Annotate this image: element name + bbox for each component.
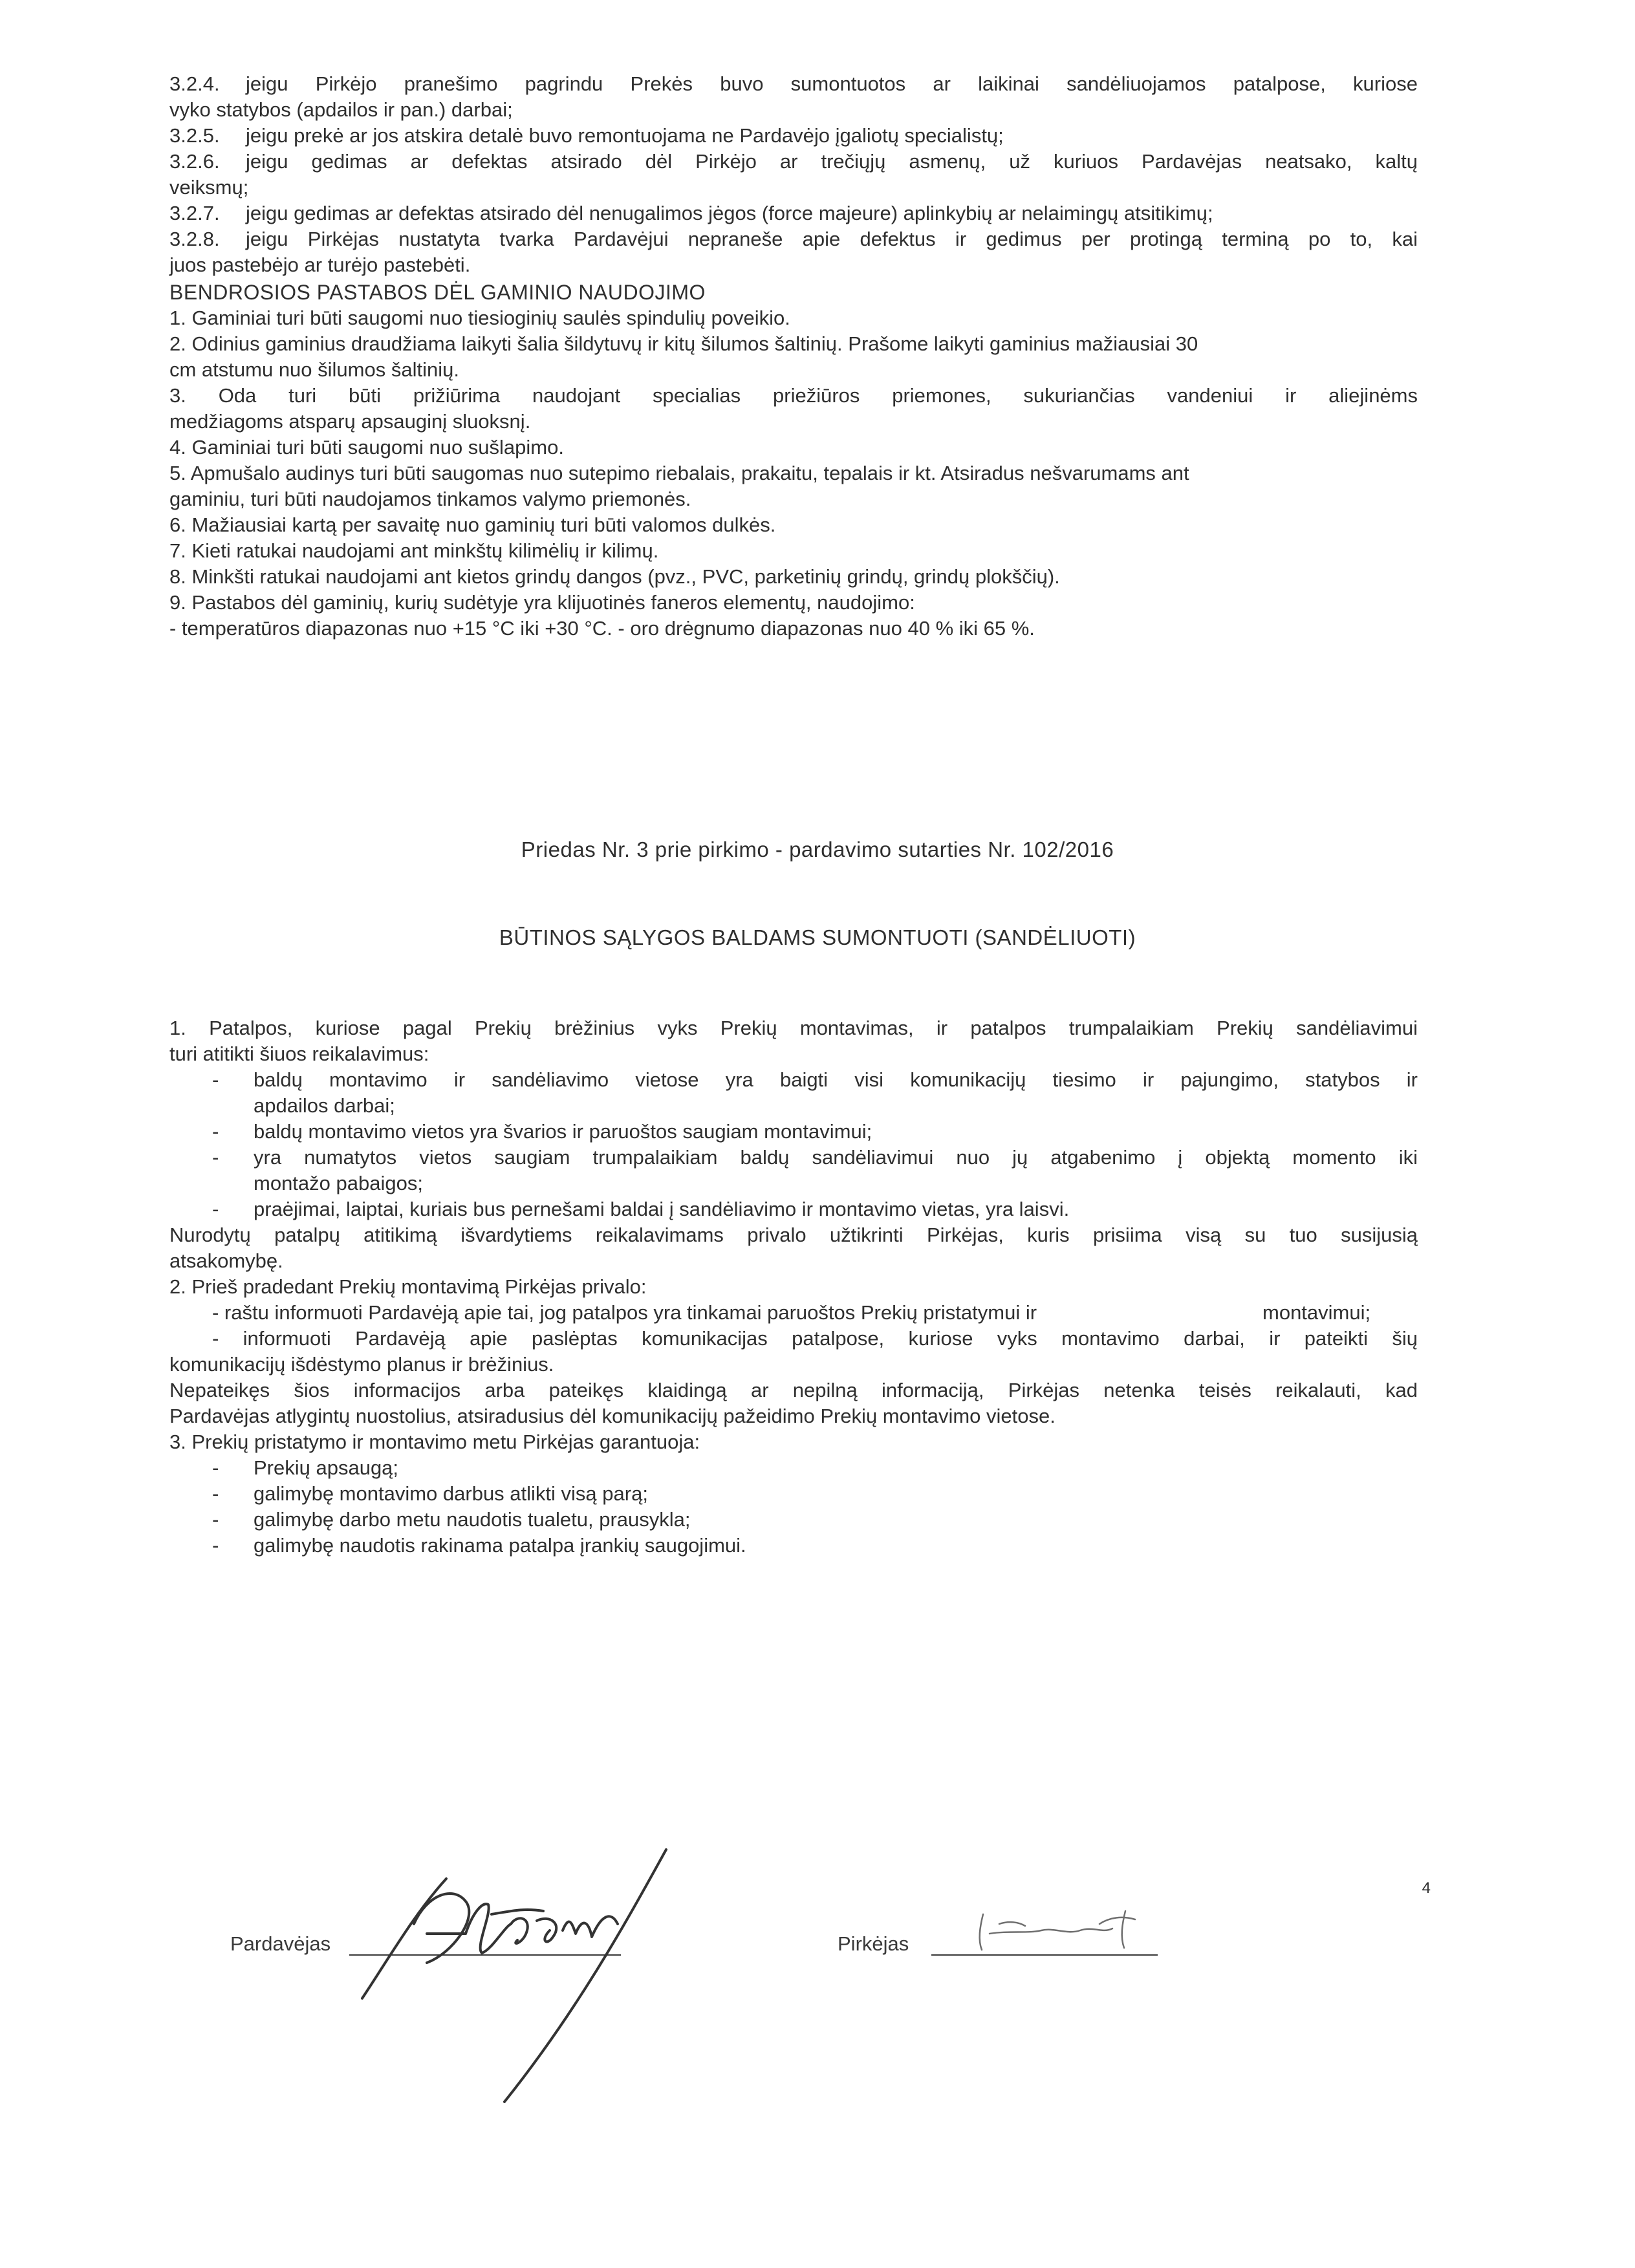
annex-subtitle: BŪTINOS SĄLYGOS BALDAMS SUMONTUOTI (SANDĖLIUOTI) <box>499 925 1136 949</box>
note-line: 7. Kieti ratukai naudojami ant minkštų kilimėlių ir kilimų. <box>169 539 659 562</box>
bullet-item: - galimybę naudotis rakinama patalpa įrankių saugojimui. <box>212 1534 746 1557</box>
note-line: 9. Pastabos dėl gaminių, kurių sudėtyje yra klijuotinės faneros elementų, naudojimo: <box>169 591 915 614</box>
buyer-signature <box>980 1911 1135 1950</box>
note-line: 6. Mažiausiai kartą per savaitę nuo gaminių turi būti valomos dulkės. <box>169 513 776 536</box>
note-line: 5. Apmušalo audinys turi būti saugomas nuo sutepimo riebalais, prakaitu, tepalais ir kt. Atsiradus nešvarumams ant <box>169 462 1189 484</box>
bullet-item: - praėjimai, laiptai, kuriais bus pernešami baldai į sandėliavimo ir montavimo vietas, yra laisvi. <box>212 1198 1070 1220</box>
note-line: 8. Minkšti ratukai naudojami ant kietos grindų dangos (pvz., PVC, parketinių grindų, grindų plokščių). <box>169 565 1060 588</box>
note-line: 1. Gaminiai turi būti saugomi nuo tiesioginių saulės spindulių poveikio. <box>169 307 790 329</box>
note-line: gaminiu, turi būti naudojamos tinkamos valymo priemonės. <box>169 488 691 510</box>
condition-3: 3. Prekių pristatymo ir montavimo metu Pirkėjas garantuoja: <box>169 1431 700 1453</box>
bullet-item: - yra numatytos vietos saugiam trumpalaikiam baldų sandėliavimui nuo jų atgabenimo į objektą momento iki <box>212 1146 1418 1169</box>
buyer-label: Pirkėjas <box>838 1932 909 1955</box>
seller-signature <box>362 1850 666 2102</box>
annex-title: Priedas Nr. 3 prie pirkimo - pardavimo sutarties Nr. 102/2016 <box>521 837 1114 861</box>
note-line: 3. Oda turi būti prižiūrima naudojant specialias priežiūros priemones, sukuriančias vandeniui ir aliejinėms <box>169 384 1418 407</box>
item-3-2-7: 3.2.7. jeigu gedimas ar defektas atsirado dėl nenugalimos jėgos (force majeure) aplinkybių ar nelaimingų atsitikimų; <box>169 202 1213 224</box>
item-3-2-6: 3.2.6. jeigu gedimas ar defektas atsirado dėl Pirkėjo ar trečiųjų asmenų, už kuriuos Pardavėjas neatsako, kaltų <box>169 150 1418 173</box>
bullet-item: - informuoti Pardavėją apie paslėptas komunikacijas patalpose, kuriose vyks montavimo darbai, ir pateikti šių <box>212 1327 1418 1350</box>
note-line: 2. Odinius gaminius draudžiama laikyti šalia šildytuvų ir kitų šilumos šaltinių. Prašome laikyti gaminius mažiausiai 30 <box>169 332 1198 355</box>
bullet-item: - Prekių apsaugą; <box>212 1456 399 1479</box>
seller-label: Pardavėjas <box>230 1932 331 1955</box>
general-notes-title: BENDROSIOS PASTABOS DĖL GAMINIO NAUDOJIMO <box>169 281 706 304</box>
condition-1: 1. Patalpos, kuriose pagal Prekių brėžinius vyks Prekių montavimas, ir patalpos trumpalaikiam Prekių sandėliavimui <box>169 1017 1418 1039</box>
bullet-item: - galimybę montavimo darbus atlikti visą parą; <box>212 1482 648 1505</box>
item-3-2-5: 3.2.5. jeigu prekė ar jos atskira detalė buvo remontuojama ne Pardavėjo įgaliotų specialistų; <box>169 124 1004 147</box>
note-line: cm atstumu nuo šilumos šaltinių. <box>169 358 459 381</box>
note-line: medžiagoms atsparų apsauginį sluoksnį. <box>169 410 531 433</box>
bullet-item: - raštu informuoti Pardavėją apie tai, jog patalpos yra tinkamai paruoštos Prekių pristatymui ir montavimui; <box>212 1301 1371 1324</box>
installation-conditions: 1. Patalpos, kuriose pagal Prekių brėžinius vyks Prekių montavimas, ir patalpos trumpalaikiam Prekių sandėliavimui turi atitikti šiuos reikalavimus: - baldų montavimo ir sandėliavimo vietose yra baigti visi komunikacijų tiesimo ir pajungimo, statybos ir apdailos darbai; - baldų montavimo vietos yra švarios ir paruoštos saugiam montavimui; - yra numatytos vietos saugiam trumpalaikiam baldų sandėliavimui nuo jų atgabenimo į objektą momento iki montažo pabaigos; - praėjimai, laiptai, kuriais bus pernešami baldai į sandėliavimo ir montavimo vietas, yra laisvi. Nurodytų patalpų atitikimą išvardytiems reikalavimams privalo užtikrinti Pirkėjas, kuris prisiima visą su tuo susijusią atsakomybę. 2. Prieš pradedant Prekių montavimą Pirkėjas privalo: - raštu informuoti Pardavėją apie tai, jog patalpos yra tinkamai paruoštos Prekių pristatymui ir montavimui; - informuoti Pardavėją apie paslėptas komunikacijas patalpose, kuriose vyks montavimo darbai, ir pateikti šių komunikacijų išdėstymo planus ir brėžinius. Nepateikęs šios informacijos arba pateikęs klaidingą ar nepilną informaciją, Pirkėjas netenka teisės reikalauti, kad Pardavėjas atlygintų nuostolius, atsiradusius dėl komunikacijų pažeidimo Prekių montavimo vietose. 3. Prekių pristatymo ir montavimo metu Pirkėjas garantuoja: - Prekių apsaugą; - galimybę montavimo darbus atlikti visą parą; - galimybę darbo metu naudotis tualetu, prausykla; - galimybę naudotis rakinama patalpa įrankių saugojimui. <box>169 1015 1418 1559</box>
item-3-2-4: 3.2.4. jeigu Pirkėjo pranešimo pagrindu Prekės buvo sumontuotos ar laikinai sandėliuojamos patalpose, kuriose <box>169 72 1418 95</box>
warranty-exclusions: 3.2.4. jeigu Pirkėjo pranešimo pagrindu Prekės buvo sumontuotos ar laikinai sandėliuojamos patalpose, kuriose vyko statybos (apdailos ir pan.) darbai; 3.2.5. jeigu prekė ar jos atskira detalė buvo remontuojama ne Pardavėjo įgaliotų specialistų; 3.2.6. jeigu gedimas ar defektas atsirado dėl Pirkėjo ar trečiųjų asmenų, už kuriuos Pardavėjas neatsako, kaltų veiksmų; 3.2.7. jeigu gedimas ar defektas atsirado dėl nenugalimos jėgos (force majeure) aplinkybių ar nelaimingų atsitikimų; 3.2.8. jeigu Pirkėjas nustatyta tvarka Pardavėjui nepraneše apie defektus ir gedimus per protingą terminą po to, kai juos pastebėjo ar turėjo pastebėti. BENDROSIOS PASTABOS DĖL GAMINIO NAUDOJIMO 1. Gaminiai turi būti saugomi nuo tiesioginių saulės spindulių poveikio. 2. Odinius gaminius draudžiama laikyti šalia šildytuvų ir kitų šilumos šaltinių. Prašome laikyti gaminius mažiausiai 30 cm atstumu nuo šilumos šaltinių. 3. Oda turi būti prižiūrima naudojant specialias priežiūros priemones, sukuriančias vandeniui ir aliejinėms medžiagoms atsparų apsauginį sluoksnį. 4. Gaminiai turi būti saugomi nuo sušlapimo. 5. Apmušalo audinys turi būti saugomas nuo sutepimo riebalais, prakaitu, tepalais ir kt. Atsiradus nešvarumams ant gaminiu, turi būti naudojamos tinkamos valymo priemonės. 6. Mažiausiai kartą per savaitę nuo gaminių turi būti valomos dulkės. 7. Kieti ratukai naudojami ant minkštų kilimėlių ir kilimų. 8. Minkšti ratukai naudojami ant kietos grindų dangos (pvz., PVC, parketinių grindų, grindų plokščių). 9. Pastabos dėl gaminių, kurių sudėtyje yra klijuotinės faneros elementų, naudojimo: - temperatūros diapazonas nuo +15 °C iki +30 °C. - oro drėgnumo diapazonas nuo 40 % iki 65 %. <box>169 71 1418 642</box>
page-number: 4 <box>1422 1879 1431 1897</box>
bullet-item: - galimybę darbo metu naudotis tualetu, prausykla; <box>212 1508 691 1531</box>
bullet-item: - baldų montavimo vietos yra švarios ir paruoštos saugiam montavimui; <box>212 1120 872 1143</box>
condition-2: 2. Prieš pradedant Prekių montavimą Pirkėjas privalo: <box>169 1275 647 1298</box>
item-3-2-8: 3.2.8. jeigu Pirkėjas nustatyta tvarka Pardavėjui nepraneše apie defektus ir gedimus per protingą terminą po to, kai <box>169 228 1418 250</box>
note-line: - temperatūros diapazonas nuo +15 °C iki +30 °C. - oro drėgnumo diapazonas nuo 40 % iki 65 %. <box>169 617 1035 640</box>
note-line: 4. Gaminiai turi būti saugomi nuo sušlapimo. <box>169 436 564 459</box>
bullet-item: - baldų montavimo ir sandėliavimo vietose yra baigti visi komunikacijų tiesimo ir pajungimo, statybos ir <box>212 1068 1418 1091</box>
